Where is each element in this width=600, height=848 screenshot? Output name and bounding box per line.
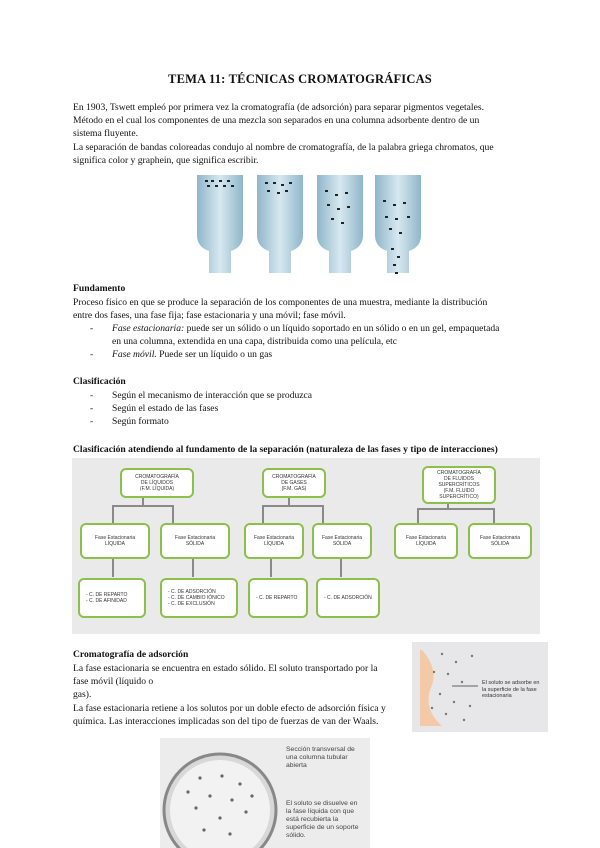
- phase-box: Fase Estacionaria LÍQUIDA: [80, 523, 150, 559]
- list-item: - Según el estado de las fases: [90, 403, 219, 415]
- cross-section-illustration: [160, 738, 280, 848]
- phase-box: Fase Estacionaria SÓLIDA: [312, 523, 372, 559]
- phase-box: Fase Estacionaria SÓLIDA: [160, 523, 230, 559]
- phase-box: Fase Estacionaria LÍQUIDA: [394, 523, 458, 559]
- clasificacion-list: [90, 389, 530, 429]
- clasificacion-heading: Clasificación: [73, 376, 126, 387]
- adsorption-figure: [412, 642, 548, 732]
- intro-line: La separación de bandas coloreadas condujo al nombre de cromatografía, de la palabra griega chromatos, que: [73, 141, 494, 153]
- leaf-box: - C. DE REPARTO - C. DE AFINIDAD: [78, 578, 146, 618]
- intro-paragraph: [73, 101, 528, 167]
- column-3: [317, 175, 363, 273]
- column-1: [197, 175, 243, 273]
- adsorcion-line: La fase estacionaria retiene a los solutos por un doble efecto de adsorción física y: [73, 702, 386, 714]
- adsorcion-paragraph: [73, 662, 403, 728]
- root-liquidos: CROMATOGRAFÍA DE LÍQUIDOS (F.M. LÍQUIDA): [120, 468, 194, 498]
- column-2: [257, 175, 303, 273]
- adsorcion-line: La fase estacionaria se encuentra en estado sólido. El soluto transportado por la: [73, 663, 378, 674]
- column-figure: [175, 170, 425, 280]
- list-item: - Según el mecanismo de interacción que se produzca: [90, 390, 313, 401]
- list-item: - Según formato: [90, 416, 169, 428]
- fundamento-paragraph: [73, 296, 528, 322]
- leaf-box: - C. DE REPARTO: [248, 578, 308, 618]
- intro-line: sistema fluyente.: [73, 128, 139, 140]
- adsorcion-line: química. Las interacciones implicadas son del tipo de fuerzas de van der Waals.: [73, 715, 379, 727]
- list-item: - Fase estacionaria: puede ser un sólido o un líquido soportado en un sólido o en un gel, empaquetada: [90, 323, 500, 334]
- root-supercriticos: CROMATOGRAFÍA DE FLUIDOS SUPERCRÍTICOS (F.M. FLUIDO SUPERCRÍTICO): [422, 466, 496, 504]
- intro-line: En 1903, Tswett empleó por primera vez la cromatografía (de adsorción) para separar pigmentos vegetales.: [73, 102, 484, 113]
- leaf-box: - C. DE ADSORCIÓN: [316, 578, 380, 618]
- phase-box: Fase Estacionaria SÓLIDA: [468, 523, 532, 559]
- clasificacion-fundamento-heading: Clasificación atendiendo al fundamento de la separación (naturaleza de las fases y tipo de interacciones): [73, 444, 498, 455]
- adsorcion-heading: Cromatografía de adsorción: [73, 649, 189, 660]
- list-item: - Fase móvil. Puede ser un líquido o un gas: [90, 349, 273, 361]
- leaf-box: - C. DE ADSORCIÓN - C. DE CAMBIO IÓNICO - C. DE EXCLUSIÓN: [160, 578, 238, 618]
- term: Fase estacionaria:: [112, 323, 185, 334]
- intro-line: significa color y graphein, que significa escribir.: [73, 154, 259, 166]
- page-title: TEMA 11: TÉCNICAS CROMATOGRÁFICAS: [168, 72, 432, 86]
- intro-line: Método en el cual los componentes de una mezcla son separados en una columna adsorbente dentro de un: [73, 115, 480, 127]
- adsorcion-line: fase móvil (líquido o: [73, 676, 154, 688]
- classification-diagram: [72, 458, 540, 634]
- solute-label: El soluto se disuelve en la fase líquida con que está recubierta la superficie de un soporte sólido.: [286, 800, 359, 839]
- column-4: [375, 175, 421, 273]
- cross-section-figure: [160, 738, 370, 848]
- fundamento-line: Proceso físico en que se produce la separación de los componentes de una muestra, mediante la distribución: [73, 297, 488, 308]
- phase-box: Fase Estacionaria LÍQUIDA: [244, 523, 304, 559]
- adsorcion-line: gas).: [73, 689, 92, 701]
- cross-section-label: Sección transversal de una columna tubular abierta: [286, 746, 355, 769]
- term: Fase móvil.: [112, 349, 157, 361]
- fundamento-line: entre dos fases, una fase fija; fase estacionaria y una móvil; fase móvil.: [73, 310, 346, 322]
- fundamento-heading: Fundamento: [73, 283, 126, 294]
- fundamento-bullets: [90, 322, 530, 362]
- column-illustration: [175, 170, 425, 280]
- adsorption-label: El soluto se adsorbe en la superficie de la fase estacionaria: [482, 680, 540, 699]
- list-item-cont: en una columna, extendida en una capa, distribuida como una película, etc: [112, 336, 398, 348]
- root-gases: CROMATOGRAFÍA DE GASES (F.M. GAS): [262, 468, 326, 498]
